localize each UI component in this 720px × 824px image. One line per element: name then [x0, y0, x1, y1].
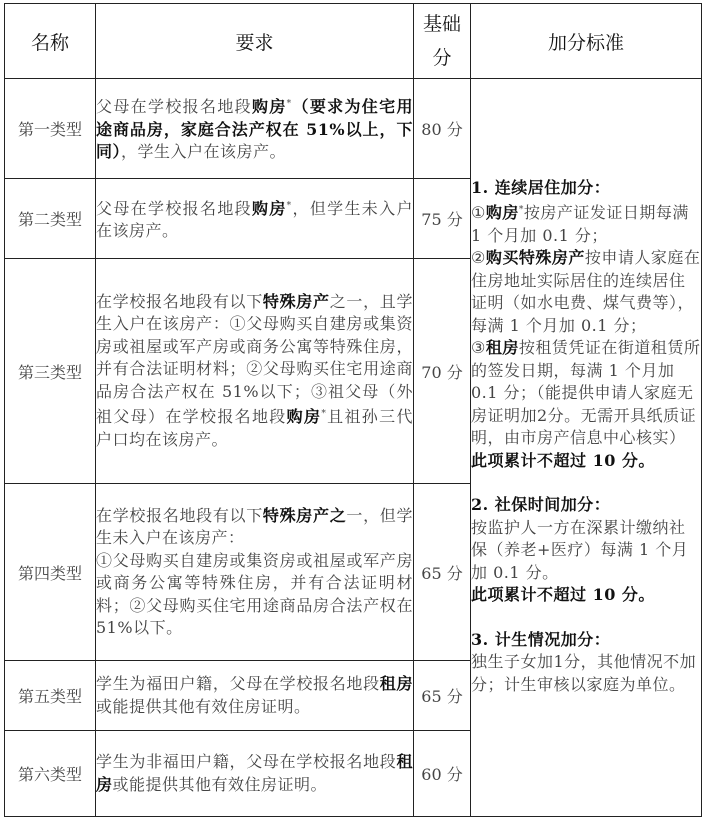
- header-base-line2: 分: [432, 47, 452, 69]
- bonus-body: 按监护人一方在深累计缴纳社保（养老+医疗）每满 1 个月加 0.1 分。: [471, 517, 689, 582]
- type-name: 第六类型: [5, 731, 96, 817]
- base-score: 70 分: [414, 259, 471, 484]
- base-score: 65 分: [414, 661, 471, 731]
- bonus-section-residence: [471, 177, 701, 473]
- header-bonus: 加分标准: [471, 4, 702, 79]
- requirement-text: 学生为非福田户籍，父母在学校报名地段租房或能提供其他有效住房证明。: [96, 731, 414, 817]
- bonus-heading: 3. 计生情况加分：: [471, 629, 611, 649]
- header-name: 名称: [5, 4, 96, 79]
- requirement-text: 父母在学校报名地段购房*（要求为住宅用途商品房，家庭合法产权在 51%以上，下同），学生入户在该房产。: [96, 79, 414, 179]
- requirement-text: 学生为福田户籍，父母在学校报名地段租房或能提供其他有效住房证明。: [96, 661, 414, 731]
- header-base-line1: 基础: [422, 13, 461, 35]
- type-name: 第二类型: [5, 179, 96, 259]
- enrollment-points-table: [4, 3, 702, 817]
- bonus-body: 独生子女加1分，其他情况不加分；计生审核以家庭为单位。: [471, 652, 697, 694]
- bonus-heading: 1. 连续居住加分：: [471, 177, 611, 197]
- bonus-section-social-security: [471, 494, 701, 607]
- type-name: 第一类型: [5, 79, 96, 179]
- bonus-section-family-planning: [471, 629, 701, 697]
- type-name: 第三类型: [5, 259, 96, 484]
- base-score: 60 分: [414, 731, 471, 817]
- header-base-score: [414, 4, 471, 79]
- base-score: 65 分: [414, 484, 471, 661]
- header-requirement: 要求: [96, 4, 414, 79]
- type-name: 第五类型: [5, 661, 96, 731]
- bonus-cap: 此项累计不超过 10 分。: [471, 450, 655, 470]
- header-row: [5, 4, 702, 79]
- bonus-body: ①购房*按房产证发证日期每满 1 个月加 0.1 分； ②购买特殊房产按申请人家庭在住房地址实际居住的连续居住证明（如水电费、煤气费等），每满 1 个月加 0.1 分； ③租房按租赁凭证在街道租赁所的签发日期，每满 1 个月加 0.1 分；（能提供申请人家庭无房证明加2分。无需开具纸质证明，由市房产信息中心核实）: [471, 203, 701, 448]
- bonus-heading: 2. 社保时间加分：: [471, 495, 611, 515]
- requirement-text: 在学校报名地段有以下特殊房产之一，但学生未入户在该房产： ①父母购买自建房或集资房或祖屋或军产房或商务公寓等特殊住房，并有合法证明材料；②父母购买住宅用途商品房合法产权在 51%以下。: [96, 484, 414, 661]
- requirement-text: 在学校报名地段有以下特殊房产之一，且学生入户在该房产：①父母购买自建房或集资房或祖屋或军产房或商务公寓等特殊住房，并有合法证明材料；②父母购买住宅用途商品房合法产权在 51%以下；③祖父母（外祖父母）在学校报名地段购房*且祖孙三代户口均在该房产。: [96, 259, 414, 484]
- type-name: 第四类型: [5, 484, 96, 661]
- base-score: 80 分: [414, 79, 471, 179]
- bonus-criteria: [471, 79, 702, 817]
- base-score: 75 分: [414, 179, 471, 259]
- table-row: [5, 79, 702, 179]
- requirement-text: 父母在学校报名地段购房*，但学生未入户在该房产。: [96, 179, 414, 259]
- bonus-cap: 此项累计不超过 10 分。: [471, 585, 655, 605]
